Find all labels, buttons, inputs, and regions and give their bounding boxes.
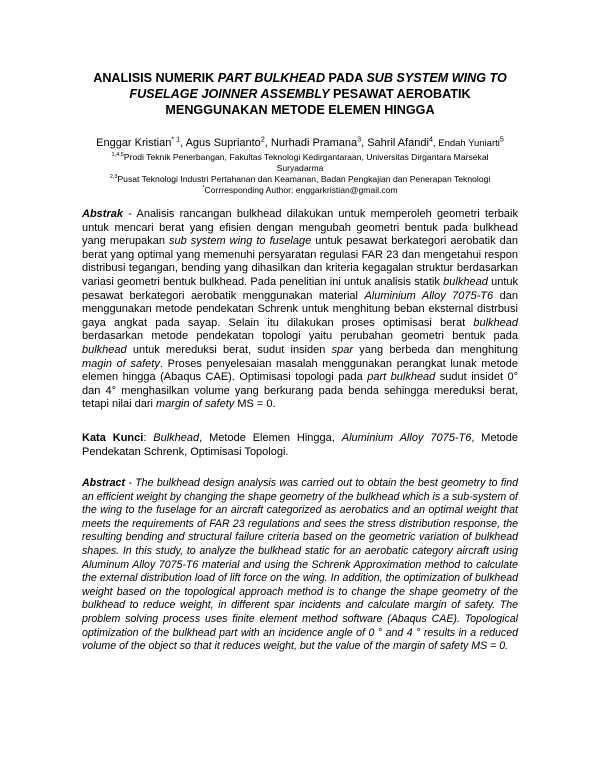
- title-part-italic: PART BULKHEAD: [217, 71, 326, 85]
- abstract-english: [82, 477, 518, 654]
- author-name: , Nurhadi Pramana: [264, 137, 358, 149]
- corresponding-author: [82, 185, 518, 196]
- affiliation-text: Corrresponding Author: enggarkristian@gmail.com: [204, 185, 398, 195]
- affiliation-line: [82, 152, 518, 174]
- affiliation-text: Pusat Teknologi Industri Pertahanan dan Keamanan, Badan Pengkajian dan Penerapan Teknologi: [117, 174, 491, 184]
- paper-title: [82, 0, 518, 118]
- author-sup: 3: [357, 135, 362, 144]
- abstract-text: sudut insidet 0° dan 4° menghasilkan volume yang berkurang pada benda sehingga mereduksi berat, tetapi nilai dari: [82, 371, 519, 411]
- abstract-text-italic: margin of safety: [156, 398, 235, 411]
- title-part: PADA: [325, 71, 367, 85]
- abstract-text-italic: bulkhead: [443, 275, 488, 288]
- abstract-text: berdasarkan metode pendekatan topologi yaitu perubahan geometri bentuk pada: [82, 330, 518, 343]
- keywords-label: Kata Kunci: [82, 431, 144, 444]
- abstract-text: - Analisis rancangan bulkhead dilakukan untuk memperoleh geometri terbaik untuk mencari berat yang efisien dengan mengubah geometri bentuk pada bulkhead yang merupakan: [82, 208, 518, 248]
- abstract-text: MS = 0.: [234, 398, 276, 411]
- keywords-text: :: [143, 431, 154, 444]
- abstract-indonesian: [82, 208, 518, 412]
- keywords-text-italic: Bulkhead: [153, 431, 200, 444]
- abstract-text-italic: bulkhead: [82, 343, 127, 356]
- author-list: [82, 136, 518, 151]
- abstract-text: - The bulkhead design analysis was carried out to obtain the best geometry to find an efficient weight by changing the shape geometry of the bulkhead which is a sub-system of the wing to the fuselage for an aircraft categorized as aerobatics and an optimal weight that meets the requirements of FAR 23 regulations and sees the stress distribution response, the resulting bending and structural failure criteria based on the geometric variation of bulkhead shapes. In this study, to analyze the bulkhead static for an aerobatic category aircraft using Aluminum Alloy 7075-T6 material and using the Schrenk Approximation method to calculate the external distribution load of lift force on the wing. In addition, the optimization of bulkhead weight based on the topological approach method is to change the shape geometry of the bulkhead to reduce weight, in different spar incidents and calculate margin of safety. The problem solving process uses finite element method software (Abaqus CAE). Topological optimization of the bulkhead part with an incidence angle of 0 ° and 4 ° results in a reduced volume of the object so that it reduces weight, but the value of the margin of safety MS = 0.: [82, 477, 518, 653]
- abstract-text: dan menggunakan metode pendekatan Schrenk untuk menghitung beban eksternal distrbusi gaya angkat pada sayap. Selain itu dilakukan proses optimisasi berat: [82, 289, 518, 329]
- author-name: Enggar Kristian: [96, 137, 172, 149]
- abstract-text-italic: part bulkhead: [367, 371, 436, 384]
- title-part-italic: SUB SYSTEM WING TO FUSELAGE JOINNER ASSEMBLY: [129, 71, 507, 101]
- abstract-text-italic: magin of safety: [82, 357, 160, 370]
- abstract-text: untuk pesawat berkategori aerobatik menggunakan material: [82, 275, 518, 302]
- keywords-text: , Metode Pendekatan Schrenk, Optimisasi Topologi.: [82, 431, 518, 458]
- affiliation-sup: *: [202, 185, 205, 192]
- author-name: , Endah Yuniarti: [432, 138, 500, 149]
- author-sup: 4: [428, 135, 433, 144]
- author-name: , Agus Supriantο: [180, 137, 261, 149]
- abstract-label: Abstrak: [82, 208, 123, 220]
- abstract-text-italic: Aluminium Alloy 7075-T6: [364, 289, 494, 302]
- keywords-text: , Metode Elemen Hingga,: [199, 431, 342, 444]
- author-name: , Sahril Afandi: [361, 137, 429, 149]
- keywords-text-italic: Aluminium Alloy 7075-T6: [341, 431, 472, 444]
- keywords: [82, 432, 518, 459]
- abstract-text: . Proses penyelesaian masalah menggunakan perangkat lunak metode elemen hingga (Abaqus CAE). Optimisasi topologi pada: [82, 357, 518, 384]
- author-sup: 2: [260, 135, 265, 144]
- title-part: PESAWAT AEROBATIK MENGGUNAKAN METODE ELEMEN HINGGA: [165, 87, 471, 117]
- title-part: ANALISIS NUMERIK: [93, 71, 218, 85]
- affiliation-sup: 2,3: [109, 174, 118, 181]
- author-sup: * 1: [171, 135, 181, 144]
- abstract-text-italic: sub system wing to fuselage: [169, 235, 312, 248]
- affiliation-line: [82, 174, 518, 185]
- affiliations: [82, 152, 518, 196]
- abstract-text-italic: bulkhead: [473, 316, 518, 329]
- abstract-text: yang berbeda dan menghitung: [353, 343, 518, 356]
- abstract-label: Abstract: [82, 477, 125, 490]
- abstract-text: untuk pesawat berkategori aerobatik dan berat yang optimal yang memenuhi persyaratan regulasi FAR 23 dan mengetahui respon distribusi tegangan, bending yang dihasilkan dan kriteria kegagalan struktur berdasarkan variasi geometri bentuk bulkhead. Pada penelitian ini untuk analisis statik: [82, 235, 518, 288]
- affiliation-text: Prodi Teknik Penerbangan, Fakultas Teknologi Kedirgantaraan, Universitas Dirgantara Marsekal Suryadarma: [123, 152, 489, 173]
- abstract-text-italic: spar: [331, 343, 353, 356]
- author-sup: 5: [499, 135, 504, 144]
- affiliation-sup: 1,4,5: [111, 152, 124, 159]
- abstract-text: untuk mereduksi berat, sudut insiden: [126, 343, 332, 356]
